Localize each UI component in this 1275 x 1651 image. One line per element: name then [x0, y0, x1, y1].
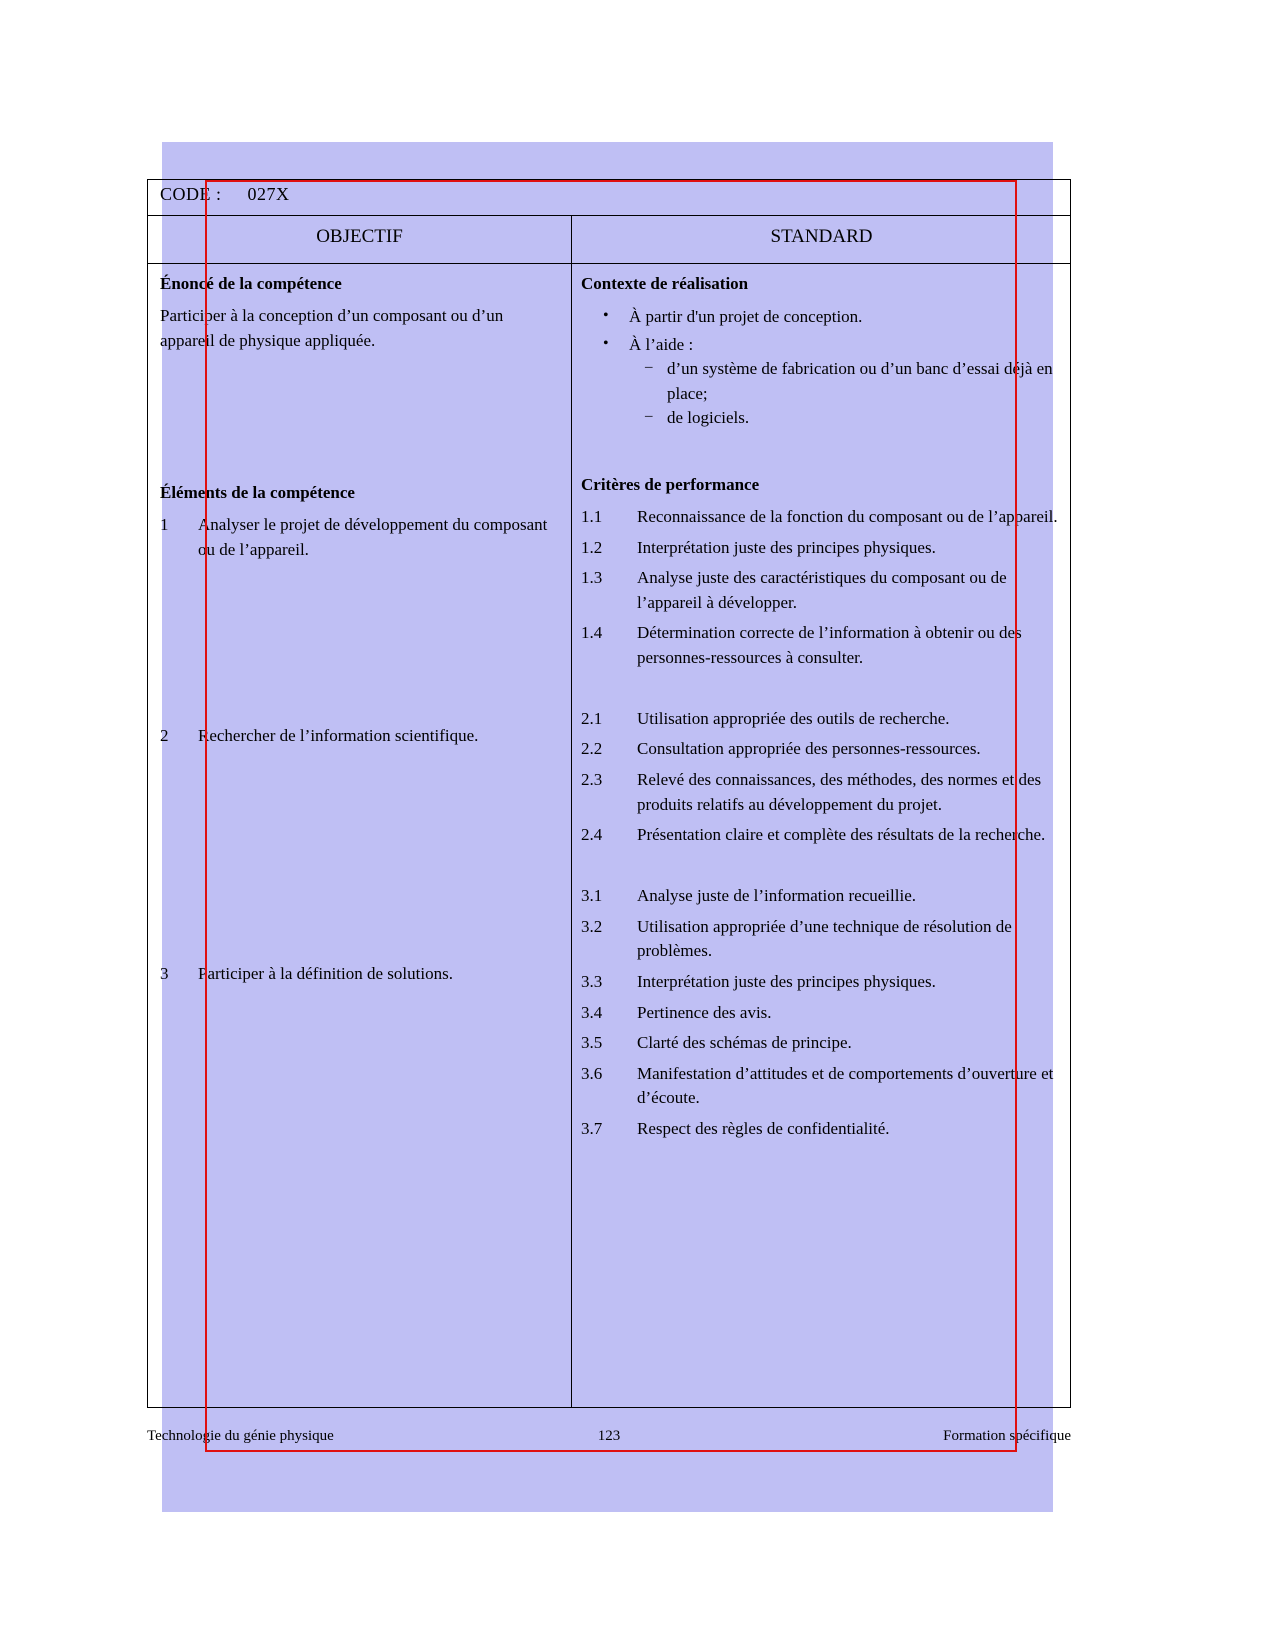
critere-item — [581, 823, 1062, 848]
critere-item — [581, 737, 1062, 762]
left-spacer — [160, 353, 559, 483]
element-gap — [160, 569, 559, 724]
critere-group-gap — [581, 677, 1062, 707]
footer-right: Formation spécifique — [943, 1428, 1071, 1444]
table-body — [148, 264, 1070, 1407]
code-label: CODE : — [160, 184, 222, 204]
table-header-row — [148, 216, 1070, 264]
critere-number: 2.1 — [581, 708, 603, 728]
critere-text: Respect des règles de confidentialité. — [637, 1119, 890, 1139]
contexte-subitem: – d’un système de fabrication ou d’un banc d’essai déjà en place; — [629, 357, 1062, 406]
critere-text: Utilisation appropriée d’une technique de résolution de problèmes. — [637, 916, 1012, 961]
code-row — [148, 180, 1070, 216]
footer-page-number: 123 — [597, 1428, 621, 1444]
code-text — [160, 184, 290, 205]
element-text: Participer à la définition de solutions. — [198, 964, 453, 984]
critere-text: Détermination correcte de l’information à obtenir ou des personnes-ressources à consulter. — [637, 623, 1022, 668]
element-gap — [160, 754, 559, 962]
critere-text: Utilisation appropriée des outils de recherche. — [637, 708, 950, 728]
critere-item — [581, 505, 1062, 530]
element-item — [160, 513, 559, 562]
critere-item — [581, 884, 1062, 909]
critere-number: 1.2 — [581, 537, 603, 557]
critere-item — [581, 621, 1062, 670]
critere-group-gap — [581, 854, 1062, 884]
element-text: Analyser le projet de développement du composant ou de l’appareil. — [198, 515, 548, 559]
critere-item — [581, 1117, 1062, 1142]
critere-number: 3.3 — [581, 971, 603, 991]
critere-item — [581, 1062, 1062, 1111]
element-number: 1 — [160, 515, 169, 535]
critere-item — [581, 1031, 1062, 1056]
critere-item — [581, 566, 1062, 615]
element-item — [160, 724, 559, 749]
critere-number: 2.2 — [581, 739, 603, 759]
critere-number: 2.4 — [581, 825, 603, 845]
critere-text: Reconnaissance de la fonction du composant ou de l’appareil. — [637, 506, 1058, 526]
contexte-item-text: À l’aide : — [629, 334, 694, 354]
critere-text: Analyse juste des caractéristiques du composant ou de l’appareil à développer. — [637, 568, 1007, 612]
objectif-column — [148, 264, 571, 993]
criteres-title: Critères de performance — [581, 474, 760, 494]
critere-text: Interprétation juste des principes physiques. — [637, 971, 936, 991]
critere-text: Pertinence des avis. — [637, 1002, 772, 1022]
critere-text: Consultation appropriée des personnes-ressources. — [637, 739, 981, 759]
contexte-title: Contexte de réalisation — [581, 274, 749, 293]
right-spacer — [581, 433, 1062, 475]
contexte-subitem: – de logiciels. — [629, 406, 1062, 431]
critere-text: Clarté des schémas de principe. — [637, 1033, 852, 1053]
enonce-title: Énoncé de la compétence — [160, 274, 342, 293]
element-number: 2 — [160, 725, 169, 745]
critere-item — [581, 768, 1062, 817]
critere-number: 2.3 — [581, 770, 603, 790]
critere-number: 3.2 — [581, 916, 603, 936]
critere-item — [581, 970, 1062, 995]
footer-left: Technologie du génie physique — [147, 1428, 334, 1444]
header-objectif: OBJECTIF — [316, 226, 403, 247]
critere-item — [581, 915, 1062, 964]
competency-table — [147, 179, 1071, 1408]
critere-text: Interprétation juste des principes physiques. — [637, 537, 936, 557]
element-number: 3 — [160, 964, 169, 984]
critere-number: 3.7 — [581, 1119, 603, 1139]
standard-column — [571, 264, 1072, 1148]
critere-number: 1.1 — [581, 506, 603, 526]
contexte-subitem-list — [629, 357, 1062, 431]
critere-text: Relevé des connaissances, des méthodes, des normes et des produits relatifs au développement du projet. — [637, 770, 1042, 814]
critere-item — [581, 536, 1062, 561]
critere-text: Présentation claire et complète des résultats de la recherche. — [637, 825, 1046, 845]
enonce-text: Participer à la conception d’un composant ou d’un appareil de physique appliquée. — [160, 306, 504, 350]
critere-number: 3.5 — [581, 1033, 603, 1053]
contexte-item-text: À partir d'un projet de conception. — [629, 307, 863, 326]
critere-number: 3.1 — [581, 885, 603, 905]
contexte-item — [581, 304, 1062, 330]
critere-item — [581, 707, 1062, 732]
critere-number: 1.4 — [581, 623, 603, 643]
contexte-list — [581, 304, 1062, 431]
critere-text: Analyse juste de l’information recueillie. — [637, 885, 916, 905]
critere-item — [581, 1001, 1062, 1026]
contexte-item — [581, 332, 1062, 431]
code-value: 027X — [247, 184, 290, 204]
critere-number: 3.4 — [581, 1002, 603, 1022]
critere-number: 3.6 — [581, 1063, 603, 1083]
critere-number: 1.3 — [581, 568, 603, 588]
header-standard: STANDARD — [770, 226, 873, 247]
page-footer — [147, 1428, 1071, 1450]
element-item — [160, 962, 559, 987]
element-text: Rechercher de l’information scientifique. — [198, 725, 479, 745]
critere-text: Manifestation d’attitudes et de comportements d’ouverture et d’écoute. — [637, 1063, 1054, 1108]
elements-title: Éléments de la compétence — [160, 483, 355, 503]
